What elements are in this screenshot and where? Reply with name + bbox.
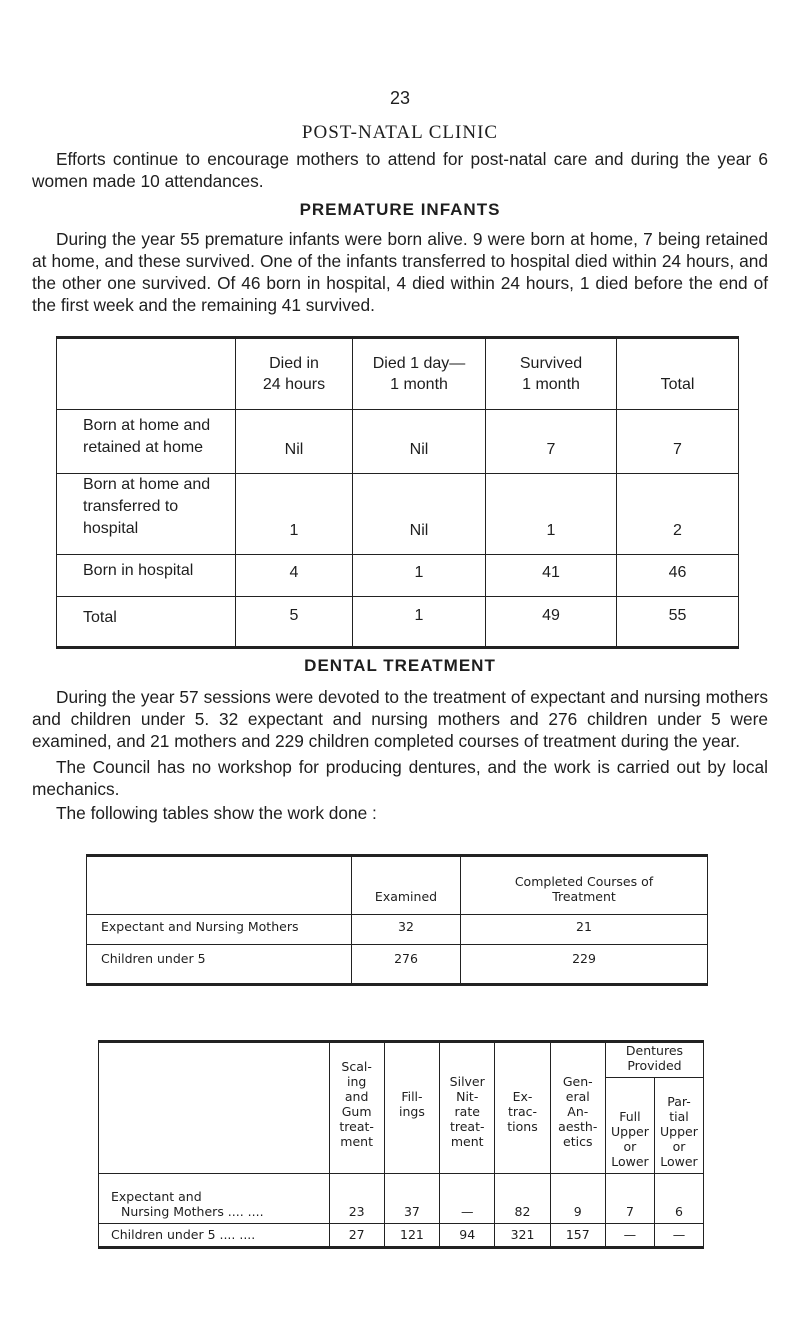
- header-line: trac-: [507, 1104, 538, 1119]
- table-cell: 276: [352, 945, 461, 985]
- table-cell: 94: [440, 1224, 495, 1248]
- table-header-row: [87, 856, 708, 915]
- header-line: and: [344, 1089, 369, 1104]
- col-silver-nitrate: [440, 1042, 495, 1174]
- table-cell: 1: [486, 474, 617, 555]
- col-examined: Examined: [352, 856, 461, 915]
- table-cell: 7: [486, 410, 617, 474]
- col-died-24h: [236, 338, 353, 410]
- col-extractions: [495, 1042, 550, 1174]
- row-label: Children under 5 .... ....: [99, 1224, 330, 1248]
- row-label: [57, 474, 236, 555]
- header-line: Ex-: [512, 1089, 533, 1104]
- table-cell: 82: [495, 1174, 550, 1224]
- row-label-line: Nursing Mothers .... ....: [121, 1204, 264, 1219]
- table-cell: 49: [486, 597, 617, 648]
- row-label: Children under 5: [87, 945, 352, 985]
- header-line: 24 hours: [262, 376, 326, 393]
- table-cell: 157: [550, 1224, 605, 1248]
- dental-paragraph: During the year 57 sessions were devoted to the treatment of expectant and nursing mothers and children under 5. 32 expectant and nursing mothers and 276 children under 5 were examined, and 21 mothers and 229 children completed courses of treatment during the year.: [32, 687, 768, 751]
- header-line: ing: [346, 1074, 367, 1089]
- header-line: aesth-: [558, 1119, 598, 1134]
- header-line: Gen-: [562, 1074, 593, 1089]
- col-survived-1month: [486, 338, 617, 410]
- table-row: [57, 474, 739, 555]
- corner-cell: [99, 1042, 330, 1174]
- table-cell: 7: [617, 410, 739, 474]
- col-total: [617, 338, 739, 410]
- table-cell: 1: [353, 555, 486, 597]
- premature-infants-table: [56, 336, 739, 649]
- header-line: tions: [507, 1119, 538, 1134]
- header-line: Upper: [611, 1124, 649, 1139]
- header-line: ment: [450, 1134, 484, 1149]
- premature-paragraph: During the year 55 premature infants were born alive. 9 were born at home, 7 being retained at home, and these survived. One of the infants transferred to hospital died within 24 hours, and the other one survived. Of 46 born in hospital, 4 died within 24 hours, 1 died before the end of the first week and the remaining 41 survived.: [32, 229, 768, 315]
- table-cell: Nil: [236, 410, 353, 474]
- table-cell: Nil: [353, 410, 486, 474]
- header-line: Total: [660, 376, 695, 393]
- header-line: Lower: [660, 1154, 698, 1169]
- header-line: Dentures: [625, 1043, 684, 1058]
- corner-cell: [57, 338, 236, 410]
- row-label: Total: [57, 597, 236, 648]
- table-cell: Nil: [353, 474, 486, 555]
- header-line: ings: [399, 1104, 425, 1119]
- table-header-row: [57, 338, 739, 410]
- dental-courses-table: [86, 854, 708, 986]
- corner-cell: [87, 856, 352, 915]
- col-completed-courses: Completed Courses of Treatment: [461, 856, 708, 915]
- row-label-line: Expectant and: [111, 1189, 202, 1204]
- postnatal-title: POST-NATAL CLINIC: [301, 122, 499, 143]
- header-line: Lower: [611, 1154, 649, 1169]
- row-label-line: hospital: [83, 520, 139, 537]
- row-label: Expectant and Nursing Mothers: [87, 915, 352, 945]
- header-line: or: [623, 1139, 637, 1154]
- dental-paragraph: The Council has no workshop for producing dentures, and the work is carried out by local mechanics.: [32, 757, 768, 799]
- table-cell: 55: [617, 597, 739, 648]
- table-cell: 229: [461, 945, 708, 985]
- col-general-anaesthetics: [550, 1042, 605, 1174]
- header-line: Par-: [667, 1094, 691, 1109]
- header-line: Nit-: [456, 1089, 479, 1104]
- header-line: Fill-: [401, 1089, 423, 1104]
- table-row: [87, 945, 708, 985]
- header-line: Survived: [519, 355, 583, 372]
- row-label-line: transferred to: [83, 498, 179, 515]
- row-label: [57, 410, 236, 474]
- header-line: Full: [619, 1109, 641, 1124]
- table-cell: 1: [236, 474, 353, 555]
- col-died-1day-1month: [353, 338, 486, 410]
- header-line: An-: [567, 1104, 589, 1119]
- table-cell: 6: [654, 1174, 703, 1224]
- row-label: [99, 1174, 330, 1224]
- table-cell: 5: [236, 597, 353, 648]
- header-line: Died 1 day—: [372, 355, 466, 372]
- table-row: [99, 1174, 704, 1224]
- header-line: Upper: [660, 1124, 698, 1139]
- table-cell: —: [654, 1224, 703, 1248]
- table-cell: 21: [461, 915, 708, 945]
- table-row: [87, 915, 708, 945]
- col-fillings: [384, 1042, 439, 1174]
- header-line: eral: [565, 1089, 590, 1104]
- col-full-dentures: [605, 1078, 654, 1174]
- col-dentures-provided: [605, 1042, 703, 1078]
- table-cell: 321: [495, 1224, 550, 1248]
- dental-title: DENTAL TREATMENT: [304, 656, 496, 675]
- table-cell: 1: [353, 597, 486, 648]
- table-cell: 2: [617, 474, 739, 555]
- table-cell: 27: [329, 1224, 384, 1248]
- header-line: rate: [454, 1104, 480, 1119]
- table-cell: 46: [617, 555, 739, 597]
- table-cell: 7: [605, 1174, 654, 1224]
- table-cell: —: [605, 1224, 654, 1248]
- table-cell: 32: [352, 915, 461, 945]
- table-cell: 41: [486, 555, 617, 597]
- header-line: treat-: [339, 1119, 374, 1134]
- table-header-row: [99, 1042, 704, 1078]
- table-cell: 121: [384, 1224, 439, 1248]
- header-line: Died in: [269, 355, 319, 372]
- table-cell: 37: [384, 1174, 439, 1224]
- row-label-line: retained at home: [83, 439, 204, 456]
- header-line: 1 month: [390, 376, 448, 393]
- row-label: Born in hospital: [57, 555, 236, 597]
- page-number: 23: [389, 88, 411, 108]
- col-partial-dentures: [654, 1078, 703, 1174]
- dental-paragraph: The following tables show the work done :: [56, 803, 377, 823]
- table-cell: 4: [236, 555, 353, 597]
- header-line: Silver: [449, 1074, 485, 1089]
- row-label-line: Born at home and: [83, 476, 211, 493]
- header-line: 1 month: [522, 376, 580, 393]
- header-line: ment: [340, 1134, 373, 1149]
- header-line: Provided: [627, 1058, 682, 1073]
- header-line: or: [672, 1139, 686, 1154]
- table-row: [57, 597, 739, 648]
- postnatal-paragraph: Efforts continue to encourage mothers to attend for post-natal care and during the year 6 women made 10 attendances.: [32, 149, 768, 191]
- table-row: [57, 555, 739, 597]
- table-cell: 23: [329, 1174, 384, 1224]
- table-cell: —: [440, 1174, 495, 1224]
- table-cell: 9: [550, 1174, 605, 1224]
- premature-title: PREMATURE INFANTS: [299, 200, 501, 219]
- header-line: Scal-: [341, 1059, 372, 1074]
- header-line: etics: [563, 1134, 593, 1149]
- table-row: [99, 1224, 704, 1248]
- header-line: Gum: [341, 1104, 372, 1119]
- row-label-line: Born at home and: [83, 417, 211, 434]
- table-row: [57, 410, 739, 474]
- header-line: tial: [669, 1109, 689, 1124]
- dental-work-table: [98, 1040, 704, 1249]
- header-line: treat-: [449, 1119, 485, 1134]
- col-scaling-gum: [329, 1042, 384, 1174]
